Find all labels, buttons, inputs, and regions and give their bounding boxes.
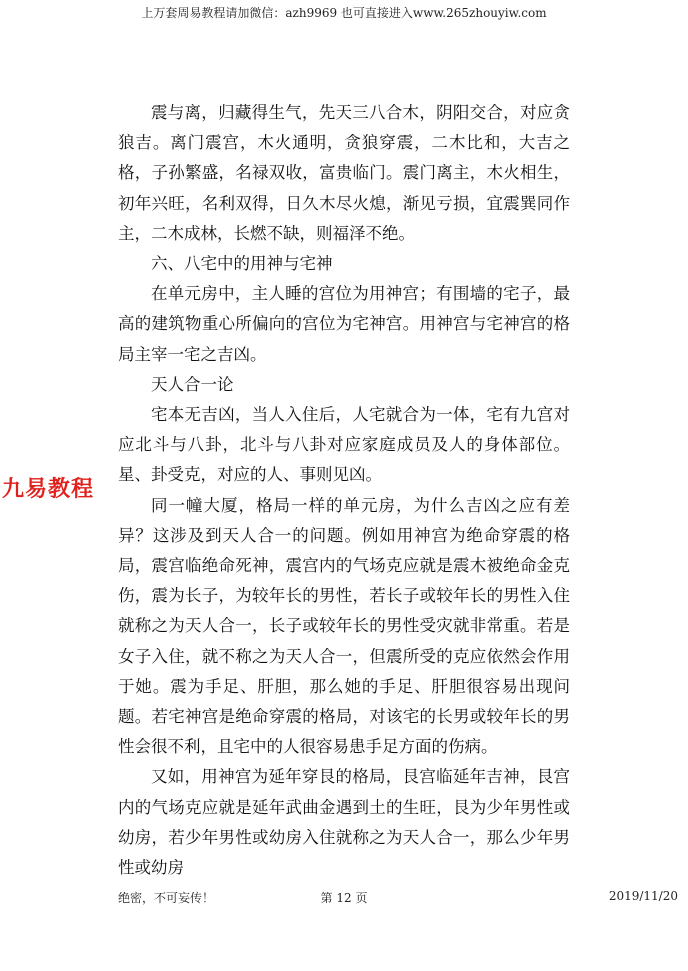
watermark-logo: 九易教程 [2, 477, 95, 502]
document-body [118, 98, 570, 883]
paragraph-zhen-li: 震与离，归藏得生气，先天三八合木，阴阳交合，对应贪狼吉。离门震宫，木火通明，贪狼穿震，二木比和，大吉之格，子孙繁盛，名禄双收，富贵临门。震门离主，木火相生，初年兴旺，名利双得，日久木尽火熄，渐见亏损，宜震巽同作主，二木成林，长燃不缺，则福泽不绝。 [118, 103, 570, 243]
page-footer [0, 889, 688, 907]
subsection-heading: 天人合一论 [151, 374, 234, 394]
paragraph-same-building: 同一幢大厦，格局一样的单元房，为什么吉凶之应有差异？这涉及到天人合一的问题。例如用神宫为绝命穿震的格局，震宫临绝命死神，震宫内的气场克应就是震木被绝命金克伤，震为长子，为较年长的男性，若长子或较年长的男性入住就称之为天人合一，长子或较年长的男性受灾就非常重。若是女子入住，就不称之为天人合一，但震所受的克应依然会作用于她。震为手足、肝胆，那么她的手足、肝胆很容易出现问题。若宅神宫是绝命穿震的格局，对该宅的长男或较年长的男性会很不利，且宅中的人很容易患手足方面的伤病。 [118, 495, 570, 757]
paragraph-yongshen-zhaishen: 在单元房中，主人睡的宫位为用神宫；有围墙的宅子，最高的建筑物重心所偏向的宫位为宅神宫。用神宫与宅神宫的格局主宰一宅之吉凶。 [118, 284, 570, 364]
page-header: 上万套周易教程请加微信：azh9969 也可直接进入www.265zhouyiw.com [141, 6, 547, 20]
paragraph-house-no-fortune: 宅本无吉凶，当人入住后，人宅就合为一体，宅有九宫对应北斗与八卦，北斗与八卦对应家庭成员及人的身体部位。星、卦受克，对应的人、事则见凶。 [118, 405, 570, 485]
section-heading: 六、八宅中的用神与宅神 [151, 254, 333, 274]
page-number: 第 12 页 [320, 891, 368, 905]
footer-confidential: 绝密，不可妄传！ [118, 891, 215, 905]
paragraph-another-example: 又如，用神宫为延年穿艮的格局，艮宫临延年吉神，艮宫内的气场克应就是延年武曲金遇到土的生旺，艮为少年男性或幼房，若少年男性或幼房入住就称之为天人合一，那么少年男性或幼房 [118, 767, 570, 878]
footer-date: 2019/11/20 [608, 889, 678, 903]
